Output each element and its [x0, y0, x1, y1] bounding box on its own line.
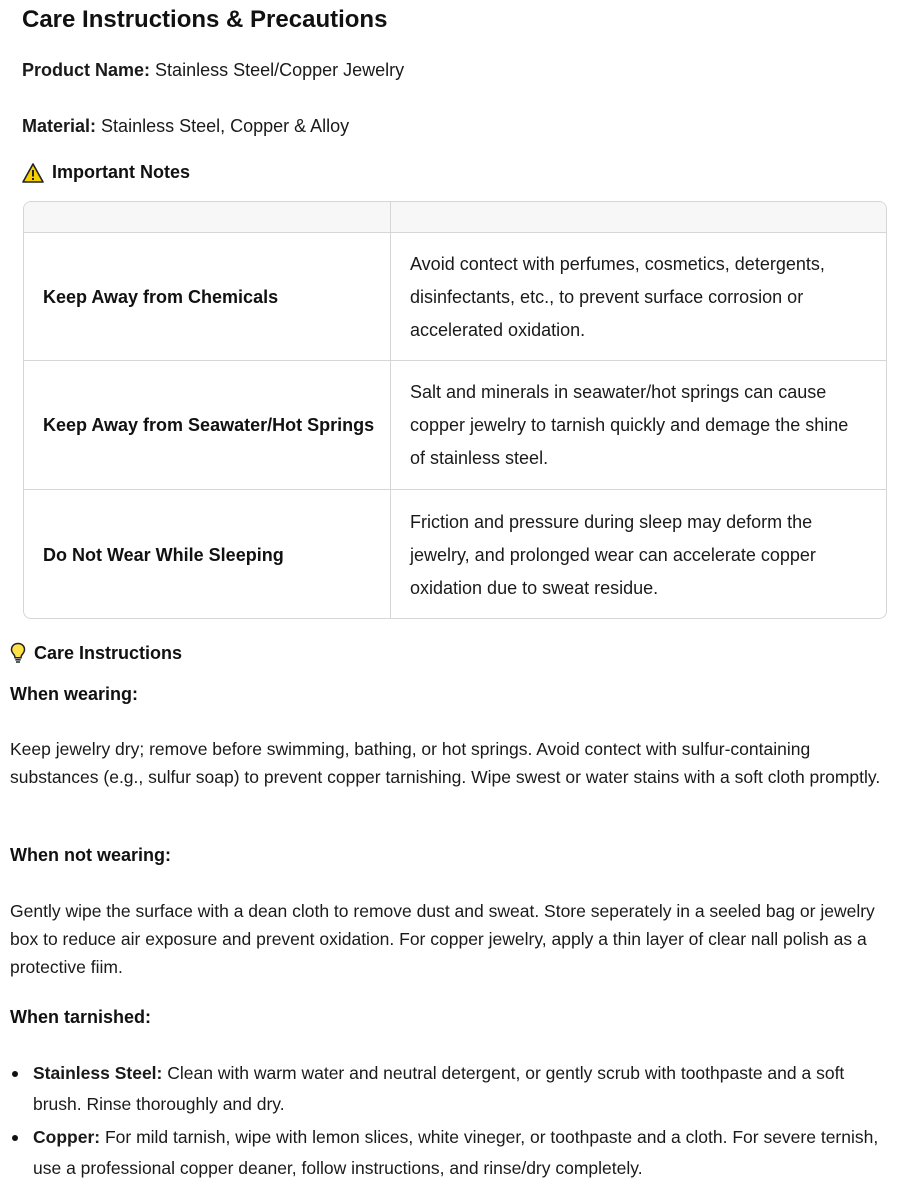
table-row [24, 360, 886, 489]
warning-icon [22, 163, 44, 183]
tarnish-list [10, 1058, 890, 1186]
when-not-wearing-label: When not wearing: [10, 845, 171, 865]
product-name-label: Product Name: [22, 60, 151, 80]
material-value: Stainless Steel, Copper & Alloy [101, 116, 350, 136]
note-title: Keep Away from Seawater/Hot Springs [24, 361, 391, 489]
list-item-text: For mild tarnish, wipe with lemon slices, white vineger, or toothpaste and a cloth. For severe ternish, use a professional copper deaner, follow instructions, and rinse/dry completely. [33, 1127, 879, 1178]
material-line [22, 116, 349, 137]
list-item-text: Clean with warm water and neutral detergent, or gently scrub with toothpaste and a soft brush. Rinse thoroughly and dry. [33, 1063, 845, 1114]
care-instructions-heading [10, 642, 182, 664]
notes-table [23, 201, 887, 619]
product-name-value: Stainless Steel/Copper Jewelry [155, 60, 405, 80]
list-item [10, 1058, 890, 1120]
important-notes-heading-text: Important Notes [52, 162, 191, 182]
note-title: Keep Away from Chemicals [24, 233, 391, 361]
important-notes-heading [22, 162, 190, 183]
material-label: Material: [22, 116, 97, 136]
table-header-cell [391, 202, 886, 232]
when-tarnished-label: When tarnished: [10, 1007, 152, 1027]
list-item-term: Copper: [33, 1127, 101, 1147]
list-item [10, 1122, 890, 1184]
when-wearing-label: When wearing: [10, 684, 139, 704]
note-text: Avoid contect with perfumes, cosmetics, detergents, disinfectants, etc., to prevent surface corrosion or accelerated oxidation. [410, 253, 825, 340]
note-text: Friction and pressure during sleep may deform the jewelry, and prolonged wear can accelerate copper oxidation due to sweat residue. [410, 512, 816, 598]
note-text: Salt and minerals in seawater/hot springs can cause copper jewelry to tarnish quickly and demage the shine of stainless steel. [410, 381, 849, 468]
table-row [24, 232, 886, 361]
table-row [24, 489, 886, 619]
table-header-cell [24, 202, 391, 232]
page-title: Care Instructions & Precautions [22, 6, 388, 33]
table-header-row [24, 202, 886, 232]
note-title: Do Not Wear While Sleeping [24, 490, 391, 619]
lightbulb-icon [10, 642, 26, 664]
product-name-line [22, 60, 404, 81]
when-wearing-text: Keep jewelry dry; remove before swimming, bathing, or hot springs. Avoid contect with sulfur-containing substances (e.g., sulfur soap) to prevent copper tarnishing. Wipe swest or water stains with a soft cloth promptly. [10, 739, 881, 787]
list-item-term: Stainless Steel: [33, 1063, 163, 1083]
care-instructions-heading-text: Care Instructions [34, 642, 183, 663]
when-not-wearing-text: Gently wipe the surface with a dean cloth to remove dust and sweat. Store seperately in a seeled bag or jewelry box to reduce air exposure and prevent oxidation. For copper jewelry, apply a thin layer of clear nall polish as a protective fiim. [10, 901, 875, 977]
